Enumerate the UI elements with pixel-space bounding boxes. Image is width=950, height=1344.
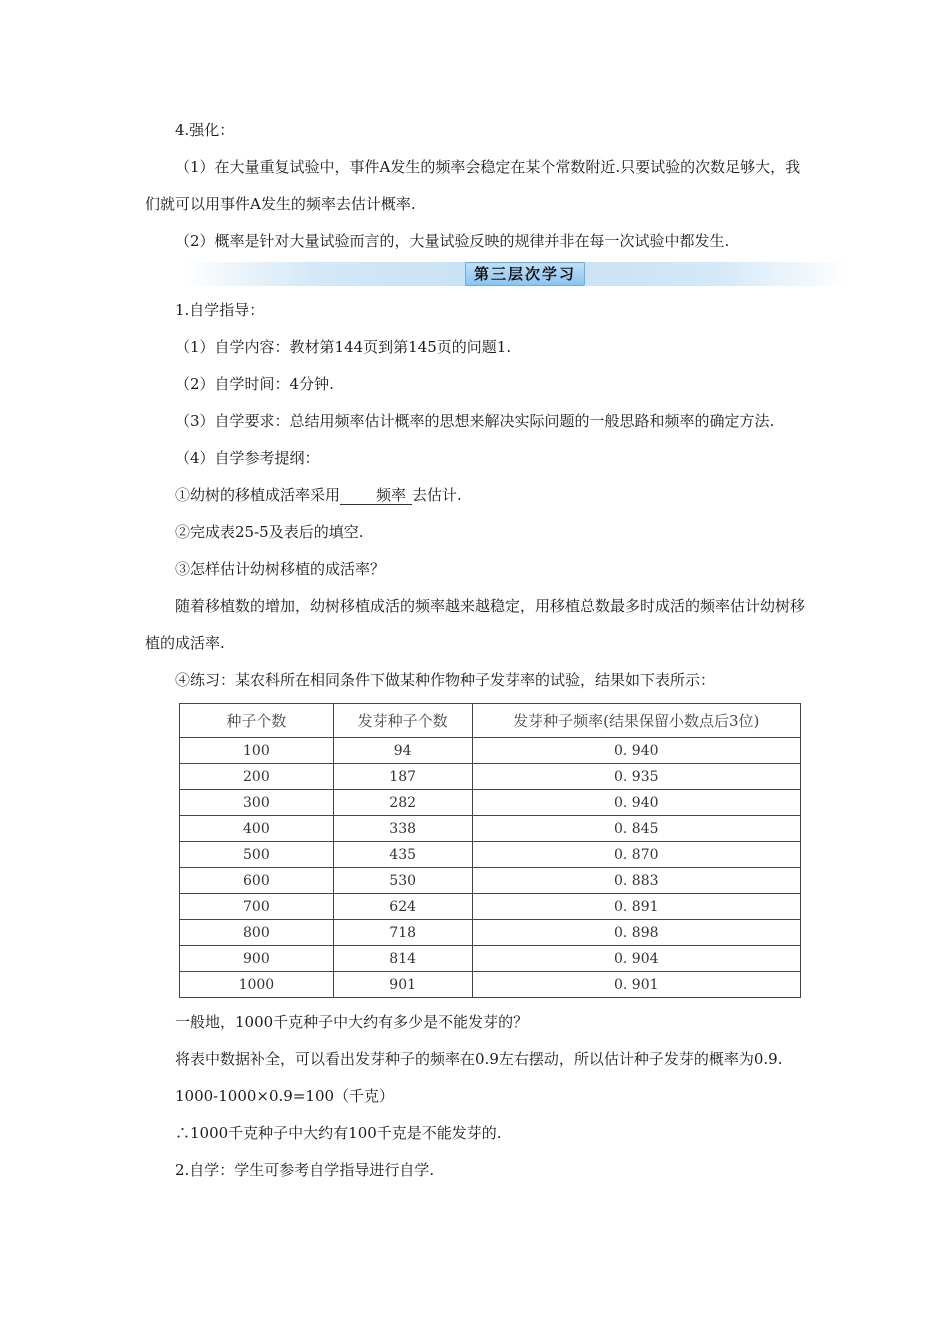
guide-time: （2）自学时间：4分钟. [175,375,334,393]
seed-count-cell: 300 [180,790,334,816]
guide-content: （1）自学内容：教材第144页到第145页的问题1. [175,338,512,356]
header-germination-frequency: 发芽种子频率(结果保留小数点后3位) [472,704,800,738]
table-row [180,764,801,790]
guide-question-1 [145,477,805,514]
q1-prefix: ①幼树的移植成活率采用 [175,486,341,504]
germinated-cell: 530 [333,868,472,894]
seed-count-cell: 500 [180,842,334,868]
frequency-cell: 0. 904 [472,946,800,972]
table-row [180,790,801,816]
after-explain: 将表中数据补全，可以看出发芽种子的频率在0.9左右摆动，所以估计种子发芽的概率为0.9. [175,1050,783,1068]
germinated-cell: 814 [333,946,472,972]
frequency-cell: 0. 845 [472,816,800,842]
table-row [180,920,801,946]
section4-heading: 4.强化： [175,121,235,139]
after-conclusion: ∴1000千克种子中大约有100千克是不能发芽的. [175,1124,502,1142]
seed-count-cell: 200 [180,764,334,790]
germinated-cell: 901 [333,972,472,998]
germinated-cell: 187 [333,764,472,790]
germinated-cell: 338 [333,816,472,842]
guide-requirement: （3）自学要求：总结用频率估计概率的思想来解决实际问题的一般思路和频率的确定方法. [175,412,775,430]
section4-item1: （1）在大量重复试验中，事件A发生的频率会稳定在某个常数附近.只要试验的次数足够大，我们就可以用事件A发生的频率去估计概率. [145,158,801,213]
germinated-cell: 94 [333,738,472,764]
guide-question-2: ②完成表25-5及表后的填空. [175,523,364,541]
frequency-cell: 0. 898 [472,920,800,946]
section-banner [180,262,850,286]
germinated-cell: 435 [333,842,472,868]
section4-item2: （2）概率是针对大量试验而言的，大量试验反映的规律并非在每一次试验中都发生. [175,232,730,250]
seed-count-cell: 900 [180,946,334,972]
germinated-cell: 282 [333,790,472,816]
seed-count-cell: 600 [180,868,334,894]
document-page [145,112,805,1189]
seed-count-cell: 1000 [180,972,334,998]
frequency-cell: 0. 901 [472,972,800,998]
guide-question-3-answer: 随着移植数的增加，幼树移植成活的频率越来越稳定，用移植总数最多时成活的频率估计幼树移植的成活率. [145,597,806,652]
frequency-cell: 0. 870 [472,842,800,868]
frequency-cell: 0. 940 [472,790,800,816]
germinated-cell: 718 [333,920,472,946]
guide-outline-heading: （4）自学参考提纲： [175,449,320,467]
table-row [180,816,801,842]
seed-count-cell: 700 [180,894,334,920]
header-seed-count: 种子个数 [180,704,334,738]
table-row [180,894,801,920]
guide-question-3: ③怎样估计幼树移植的成活率？ [175,560,386,578]
seed-count-cell: 800 [180,920,334,946]
table-row [180,738,801,764]
table-row [180,868,801,894]
after-question: 一般地，1000千克种子中大约有多少是不能发芽的？ [175,1013,529,1031]
frequency-cell: 0. 891 [472,894,800,920]
frequency-cell: 0. 883 [472,868,800,894]
table-row [180,842,801,868]
germinated-cell: 624 [333,894,472,920]
germination-table [179,703,801,998]
frequency-cell: 0. 935 [472,764,800,790]
header-germinated-count: 发芽种子个数 [333,704,472,738]
after-self-study: 2.自学：学生可参考自学指导进行自学. [175,1161,435,1179]
table-row [180,972,801,998]
q1-suffix: 去估计. [412,486,462,504]
seed-count-cell: 400 [180,816,334,842]
table-header-row [180,704,801,738]
q1-answer-blank: 频率 [340,486,412,505]
table-row [180,946,801,972]
guide-question-4: ④练习：某农科所在相同条件下做某种作物种子发芽率的试验，结果如下表所示： [175,671,716,689]
seed-count-cell: 100 [180,738,334,764]
banner-label: 第三层次学习 [465,262,585,286]
guide-heading: 1.自学指导： [175,301,265,319]
after-calc: 1000-1000×0.9=100（千克） [175,1087,395,1105]
frequency-cell: 0. 940 [472,738,800,764]
